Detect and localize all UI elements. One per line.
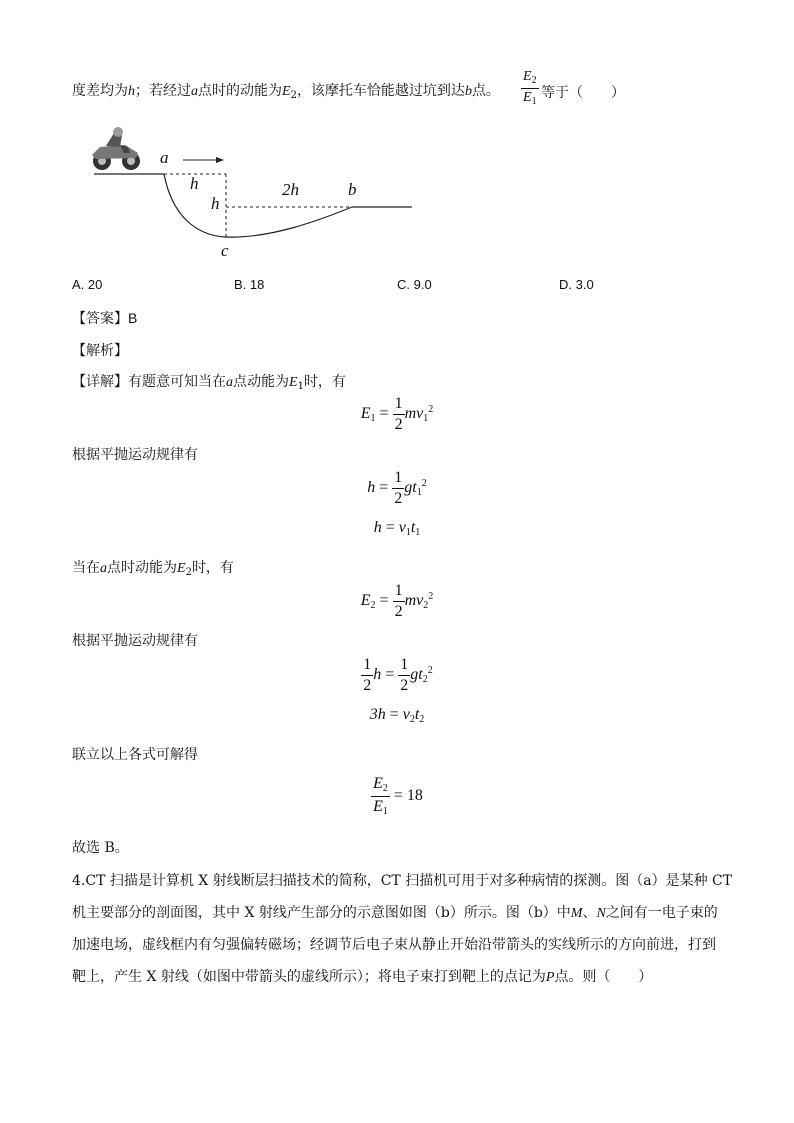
label-a: a bbox=[160, 148, 169, 167]
detail-line bbox=[72, 371, 346, 392]
rule-line-1: 根据平抛运动规律有 bbox=[72, 447, 198, 463]
formula-4 bbox=[0, 583, 794, 620]
f6-t: t bbox=[414, 706, 420, 723]
f4-lhs-sub: 2 bbox=[370, 600, 376, 612]
f5-rhs-sub: 2 bbox=[422, 674, 428, 686]
q3-stem bbox=[72, 80, 500, 101]
q4-var-M: M bbox=[570, 906, 583, 921]
q4-text: 机主要部分的剖面图，其中 X 射线产生部分的示意图如图（b）所示。图（b）中 bbox=[72, 905, 571, 921]
f1-rhs-sub: 1 bbox=[423, 413, 429, 425]
q4-var-P: P bbox=[545, 970, 555, 985]
f3-t: t bbox=[410, 519, 416, 536]
option-b[interactable]: B. 18 bbox=[234, 277, 265, 292]
stem-text: ，该摩托车恰能越过坑到达 bbox=[296, 83, 465, 99]
when-sub: 2 bbox=[185, 567, 192, 578]
f6-t-sub: 2 bbox=[419, 714, 425, 725]
when-text: 当在 bbox=[72, 560, 100, 576]
ratio-num: E bbox=[523, 69, 532, 84]
f1-num: 1 bbox=[393, 396, 405, 415]
q4-var-N: N bbox=[596, 906, 606, 921]
detail-sub: 1 bbox=[297, 381, 304, 392]
f7-num-sub: 2 bbox=[382, 783, 388, 794]
stem-var-h: h bbox=[128, 84, 135, 99]
q4-line-1: 4.CT 扫描是计算机 X 射线断层扫描技术的简称，CT 扫描机可用于对多种病情的探测。图（a）是某种 CT bbox=[72, 873, 733, 889]
f4-num: 1 bbox=[393, 583, 405, 602]
f1-lhs: E bbox=[360, 405, 371, 423]
when-text: 点时动能为 bbox=[107, 560, 177, 576]
q4-text: 点。则（ ） bbox=[554, 969, 653, 985]
f2-rhs: gt bbox=[404, 479, 417, 497]
q4-sep: 、 bbox=[582, 905, 597, 921]
stem-var-b: b bbox=[464, 84, 472, 99]
q4-line-2 bbox=[72, 902, 718, 922]
combine-line: 联立以上各式可解得 bbox=[72, 747, 198, 763]
f5-den: 2 bbox=[400, 677, 409, 694]
formula-1 bbox=[0, 396, 794, 433]
option-c[interactable]: C. 9.0 bbox=[397, 277, 432, 292]
f6-eq: = bbox=[385, 706, 403, 723]
label-h-left: h bbox=[190, 174, 199, 193]
f2-rhs-sub: 1 bbox=[416, 487, 422, 499]
q4-text: 之间有一电子束的 bbox=[605, 905, 718, 921]
f2-eq: = bbox=[375, 479, 393, 497]
f5-lden: 2 bbox=[363, 677, 372, 694]
answer-tag: 【答案】 bbox=[72, 311, 128, 327]
f2-rhs-sup: 2 bbox=[421, 478, 427, 490]
when-text: 时，有 bbox=[191, 560, 234, 576]
f3-v-sub: 1 bbox=[405, 527, 411, 538]
stem-text: ；若经过 bbox=[135, 83, 191, 99]
f3-t-sub: 1 bbox=[415, 527, 421, 538]
f7-num: E bbox=[373, 775, 383, 792]
f4-rhs-sup: 2 bbox=[428, 591, 434, 603]
f1-rhs-sup: 2 bbox=[428, 404, 434, 416]
f5-num: 1 bbox=[398, 657, 410, 676]
f3-lhs: h bbox=[373, 519, 382, 536]
ratio-den: E bbox=[523, 90, 532, 105]
f6-lhs: 3h bbox=[369, 706, 386, 723]
formula-6 bbox=[0, 706, 794, 725]
label-h-mid: h bbox=[211, 194, 220, 213]
f7-val: 18 bbox=[406, 787, 423, 805]
f6-v: v bbox=[402, 706, 410, 723]
f7-den: E bbox=[373, 798, 383, 815]
f2-lhs: h bbox=[367, 479, 376, 497]
ratio-den-sub: 1 bbox=[531, 96, 537, 107]
f5-eq: = bbox=[381, 666, 399, 684]
stem-ratio bbox=[521, 70, 539, 107]
stem-text: 点。 bbox=[471, 83, 500, 99]
answer-line bbox=[72, 308, 137, 328]
f6-v-sub: 2 bbox=[409, 714, 415, 725]
formula-7 bbox=[0, 776, 794, 817]
velocity-arrowhead bbox=[216, 157, 224, 163]
f5-rhs-sup: 2 bbox=[427, 665, 433, 677]
q4-line-3: 加速电场，虚线框内有匀强偏转磁场；经调节后电子束从静止开始沿带箭头的实线所示的方向前进，打到 bbox=[72, 937, 716, 953]
detail-tag: 【详解】 bbox=[72, 374, 128, 390]
label-2h: 2h bbox=[282, 180, 299, 199]
detail-text: 点动能为 bbox=[233, 374, 289, 390]
formula-3 bbox=[0, 519, 794, 538]
f4-lhs: E bbox=[360, 592, 371, 610]
stem-tail: 等于（ ） bbox=[541, 85, 625, 101]
stem-text: 度差均为 bbox=[72, 83, 128, 99]
f4-rhs-sub: 2 bbox=[423, 600, 429, 612]
f1-den: 2 bbox=[394, 416, 403, 433]
f4-den: 2 bbox=[394, 603, 403, 620]
f1-eq: = bbox=[375, 405, 393, 423]
stem-var-a: a bbox=[191, 84, 198, 99]
detail-text: 时，有 bbox=[303, 374, 346, 390]
q4-line-4 bbox=[72, 966, 652, 986]
f4-eq: = bbox=[375, 592, 393, 610]
pit-figure bbox=[80, 125, 425, 265]
f3-eq: = bbox=[381, 519, 399, 536]
stem-var-E: E bbox=[282, 84, 291, 99]
option-d[interactable]: D. 3.0 bbox=[559, 277, 594, 292]
when-line bbox=[72, 557, 234, 578]
answer-value: B bbox=[128, 310, 138, 326]
ratio-num-sub: 2 bbox=[531, 75, 537, 86]
detail-var-a: a bbox=[226, 375, 233, 390]
f7-den-sub: 1 bbox=[382, 806, 388, 817]
f1-rhs: mv bbox=[404, 405, 424, 423]
when-var-a: a bbox=[100, 561, 107, 576]
rule-line-2: 根据平抛运动规律有 bbox=[72, 633, 198, 649]
option-a[interactable]: A. 20 bbox=[72, 277, 103, 292]
when-var-E: E bbox=[177, 561, 186, 576]
formula-5 bbox=[0, 657, 794, 694]
f3-v: v bbox=[398, 519, 406, 536]
f2-den: 2 bbox=[394, 490, 403, 507]
label-c: c bbox=[221, 241, 229, 260]
f5-rhs: gt bbox=[410, 666, 423, 684]
f7-eq: = bbox=[389, 787, 407, 805]
f4-rhs: mv bbox=[404, 592, 424, 610]
analysis-tag: 【解析】 bbox=[72, 343, 128, 359]
q4-text: 靶上，产生 X 射线（如图中带箭头的虚线所示）；将电子束打到靶上的点记为 bbox=[72, 969, 546, 985]
choose-line: 故选 B。 bbox=[72, 840, 129, 856]
detail-text: 有题意可知当在 bbox=[128, 374, 226, 390]
stem-text: 点时的动能为 bbox=[198, 83, 282, 99]
f5-lnum: 1 bbox=[361, 657, 373, 676]
f1-lhs-sub: 1 bbox=[370, 413, 376, 425]
stem-sub: 2 bbox=[290, 90, 297, 101]
detail-var-E: E bbox=[289, 375, 298, 390]
f5-lvar: h bbox=[373, 666, 382, 684]
f2-num: 1 bbox=[392, 470, 404, 489]
label-b: b bbox=[348, 180, 357, 199]
formula-2 bbox=[0, 470, 794, 507]
motorcycle-icon bbox=[92, 127, 140, 170]
